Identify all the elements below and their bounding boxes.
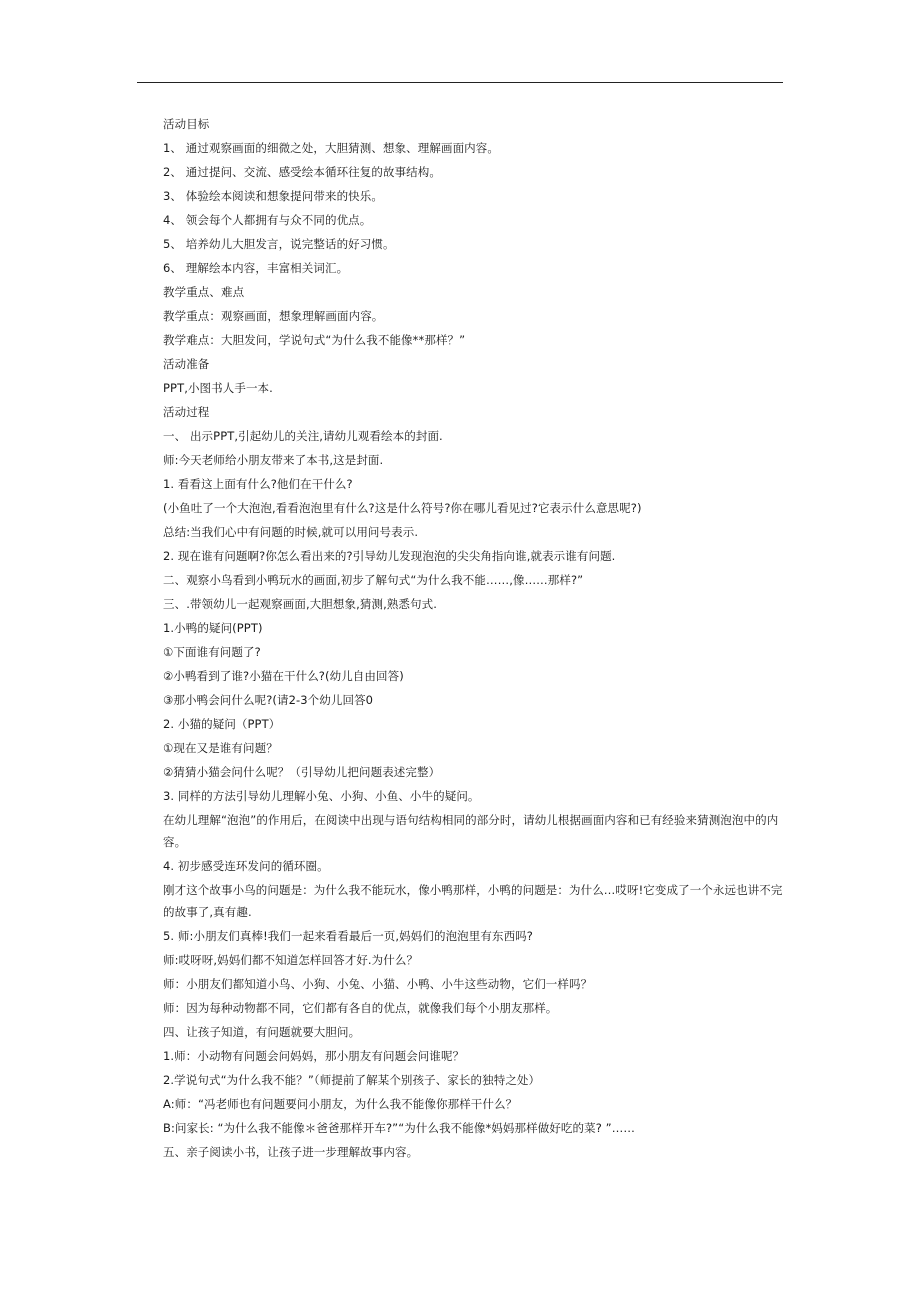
text-line: 1. 看看这上面有什么?他们在干什么? bbox=[163, 477, 353, 491]
goal-item: 6、 理解绘本内容，丰富相关词汇。 bbox=[163, 261, 349, 275]
text-line: 教学难点：大胆发问，学说句式“为什么我不能像**那样？” bbox=[163, 333, 466, 347]
text-line: 4. 初步感受连环发问的循环圈。 bbox=[163, 859, 329, 873]
goal-item: 1、 通过观察画面的细微之处，大胆猜测、想象、理解画面内容。 bbox=[163, 141, 499, 155]
text-line: 一、 出示PPT,引起幼儿的关注,请幼儿观看绘本的封面. bbox=[163, 429, 443, 443]
text-line: (小鱼吐了一个大泡泡,看看泡泡里有什么?这是什么符号?你在哪儿看见过?它表示什么意思呢?) bbox=[163, 501, 642, 515]
text-line: 四、让孩子知道，有问题就要大胆问。 bbox=[163, 1025, 361, 1039]
text-line: PPT,小图书人手一本. bbox=[163, 381, 273, 395]
text-line: 二、观察小鸟看到小鸭玩水的画面,初步了解句式“为什么我不能……,像……那样?” bbox=[163, 573, 584, 587]
text-line: ①下面谁有问题了? bbox=[163, 645, 261, 659]
text-line: B:问家长: “为什么我不能像＊爸爸那样开车?”“为什么我不能像*妈妈那样做好吃的菜? ”…… bbox=[163, 1121, 635, 1135]
text-line: 五、亲子阅读小书，让孩子进一步理解故事内容。 bbox=[163, 1145, 419, 1159]
paragraph: 刚才这个故事小鸟的问题是：为什么我不能玩水，像小鸭那样，小鸭的问题是：为什么…哎呀!它变成了一个永远也讲不完的故事了,真有趣. bbox=[163, 883, 783, 919]
text-line: 1.小鸭的疑问(PPT) bbox=[163, 621, 263, 635]
text-line: 2.学说句式“为什么我不能？”（师提前了解某个别孩子、家长的独特之处） bbox=[163, 1073, 541, 1087]
text-line: 三、.带领幼儿一起观察画面,大胆想象,猜测,熟悉句式. bbox=[163, 597, 437, 611]
document-body bbox=[163, 112, 785, 1164]
text-line: 1.师：小动物有问题会问妈妈，那小朋友有问题会问谁呢？ bbox=[163, 1049, 465, 1063]
text-line: ③那小鸭会问什么呢?(请2-3个幼儿回答0 bbox=[163, 693, 374, 707]
text-line: 总结:当我们心中有问题的时候,就可以用问号表示. bbox=[163, 525, 419, 539]
text-line: 2. 现在谁有问题啊?你怎么看出来的?引导幼儿发现泡泡的尖尖角指向谁,就表示谁有问题. bbox=[163, 549, 616, 563]
header-rule bbox=[137, 82, 783, 83]
paragraph: 在幼儿理解“泡泡”的作用后，在阅读中出现与语句结构相同的部分时，请幼儿根据画面内容和已有经验来猜测泡泡中的内容。 bbox=[163, 813, 779, 849]
text-line: ②猜猜小猫会问什么呢？（引导幼儿把问题表述完整） bbox=[163, 765, 441, 779]
text-line: 师：小朋友们都知道小鸟、小狗、小兔、小猫、小鸭、小牛这些动物，它们一样吗？ bbox=[163, 977, 593, 991]
text-line: 师:今天老师给小朋友带来了本书,这是封面. bbox=[163, 453, 384, 467]
text-line: A:师：“冯老师也有问题要问小朋友，为什么我不能像你那样干什么？ bbox=[163, 1097, 518, 1111]
section-heading-focus: 教学重点、难点 bbox=[163, 285, 245, 299]
section-heading-prep: 活动准备 bbox=[163, 357, 210, 371]
goal-item: 2、 通过提问、交流、感受绘本循环往复的故事结构。 bbox=[163, 165, 441, 179]
text-line: 3. 同样的方法引导幼儿理解小兔、小狗、小鱼、小牛的疑问。 bbox=[163, 789, 480, 803]
text-line: 5. 师:小朋友们真棒!我们一起来看看最后一页,妈妈们的泡泡里有东西吗? bbox=[163, 929, 533, 943]
text-line: 2. 小猫的疑问（PPT） bbox=[163, 717, 281, 731]
goal-item: 4、 领会每个人都拥有与众不同的优点。 bbox=[163, 213, 372, 227]
text-line: 师：因为每种动物都不同，它们都有各自的优点，就像我们每个小朋友那样。 bbox=[163, 1001, 558, 1015]
section-heading-goals: 活动目标 bbox=[163, 117, 210, 131]
text-line: ②小鸭看到了谁?小猫在干什么?(幼儿自由回答) bbox=[163, 669, 404, 683]
text-line: 教学重点：观察画面，想象理解画面内容。 bbox=[163, 309, 384, 323]
text-line: 师:哎呀呀,妈妈们都不知道怎样回答才好.为什么？ bbox=[163, 953, 419, 967]
text-line: ①现在又是谁有问题？ bbox=[163, 741, 278, 755]
goal-item: 5、 培养幼儿大胆发言，说完整话的好习惯。 bbox=[163, 237, 395, 251]
goal-item: 3、 体验绘本阅读和想象提问带来的快乐。 bbox=[163, 189, 383, 203]
section-heading-process: 活动过程 bbox=[163, 405, 210, 419]
